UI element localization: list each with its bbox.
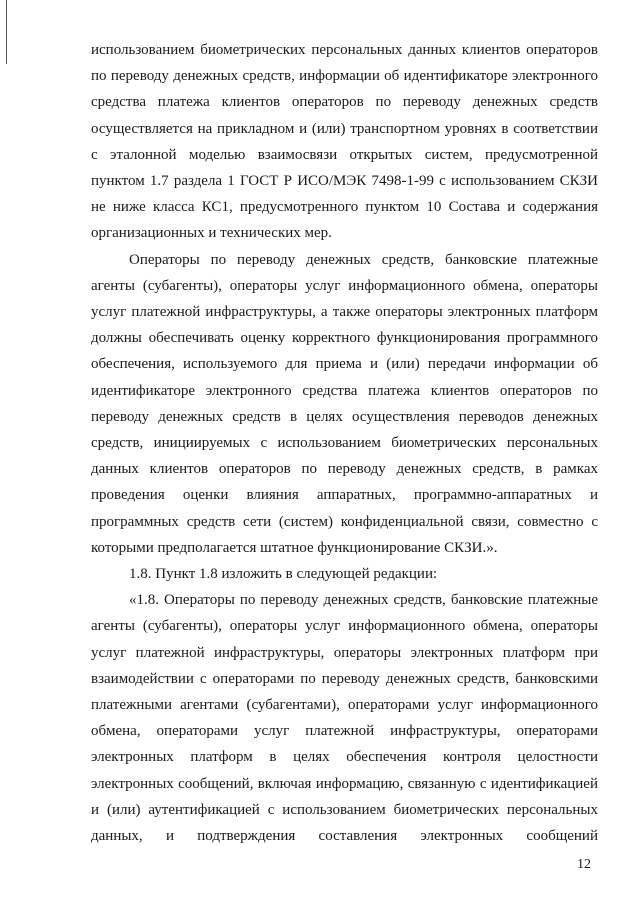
scan-edge-line: [6, 0, 7, 64]
paragraph-amendment-heading: 1.8. Пункт 1.8 изложить в следующей редакции:: [129, 566, 438, 583]
paragraph-continuation: использованием биометрических персональных данных клиентов операторов по переводу денежных средств, информации об идентификаторе электронного средства платежа клиентов операторов по переводу денежных средств осуществляется на прикладном и (или) транспортном уровнях в соответствии с эталонной моделью взаимосвязи открытых систем, предусмотренной пунктом 1.7 раздела 1 ГОСТ Р ИСО/МЭК 7498-1-99 с использованием СКЗИ не ниже класса КС1, предусмотренного пунктом 10 Состава и содержания организационных и технических мер.: [91, 42, 598, 242]
page-number: 12: [577, 857, 591, 872]
paragraph-new-item-1-8: «1.8. Операторы по переводу денежных средств, банковские платежные агенты (субагенты), операторы услуг информационного обмена, операторы услуг платежной инфраструктуры, операторы электронных платформ при взаимодействии с операторами по переводу денежных средств, банковскими платежными агентами (субагентами), операторами услуг информационного обмена, операторами услуг платежной инфраструктуры, операторами электронных платформ в целях обеспечения контроля целостности электронных сообщений, включая информацию, связанную с идентификацией и (или) аутентификацией с использованием биометрических персональных данных, и подтверждения составления электронных сообщений: [91, 592, 598, 845]
paragraph-operators-evaluation: Операторы по переводу денежных средств, банковские платежные агенты (субагенты), операторы услуг информационного обмена, операторы услуг платежной инфраструктуры, а также операторы электронных платформ должны обеспечивать оценку корректного функционирования программного обеспечения, используемого для приема и (или) передачи информации об идентификаторе электронного средства платежа клиентов операторов по переводу денежных средств в целях осуществления переводов денежных средств, инициируемых с использованием биометрических персональных данных клиентов операторов по переводу денежных средств, в рамках проведения оценки влияния аппаратных, программно-аппаратных и программных средств сети (систем) конфиденциальной связи, совместно с которыми предполагается штатное функционирование СКЗИ.».: [91, 251, 598, 556]
document-page: [91, 37, 598, 849]
